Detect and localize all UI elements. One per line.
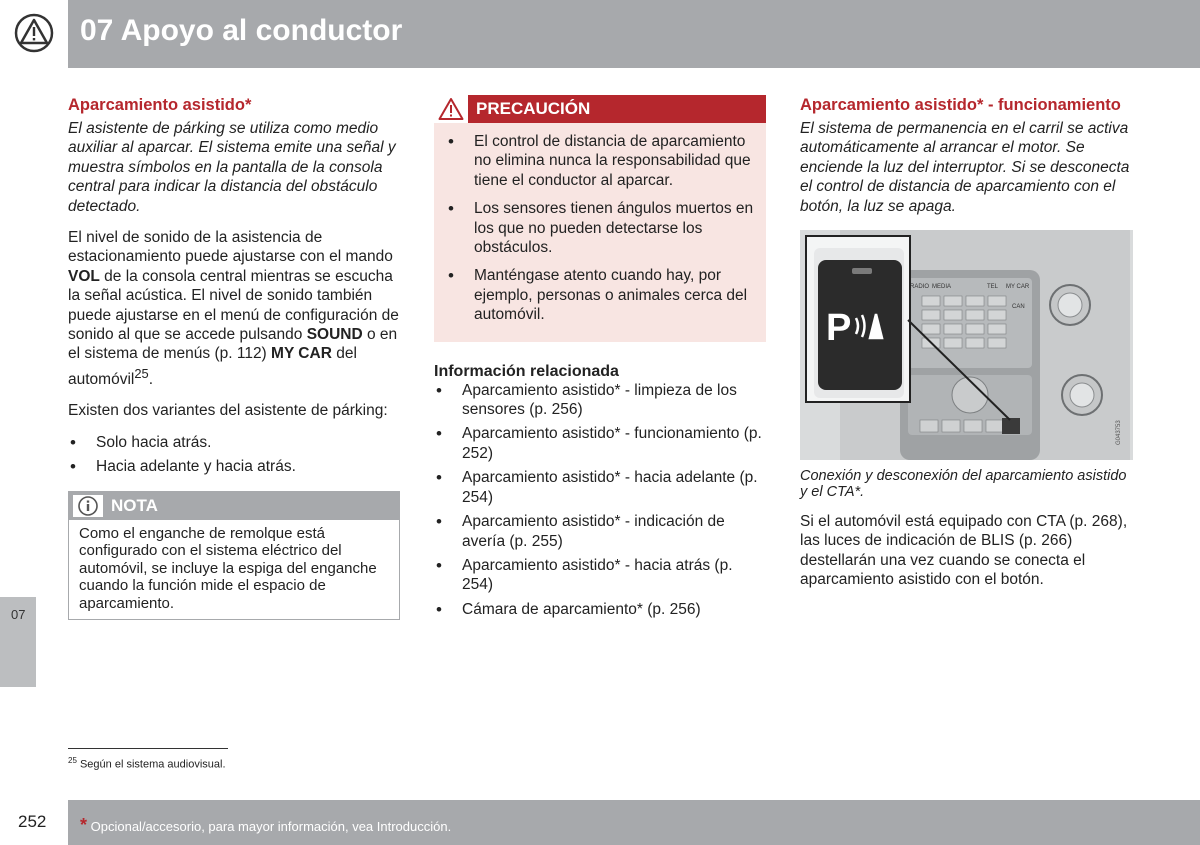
note-label: NOTA bbox=[111, 495, 158, 515]
section-title: Aparcamiento asistido* - funcionamiento bbox=[800, 96, 1121, 114]
figure-code: G043753 bbox=[1116, 420, 1122, 446]
list-item: • El control de distancia de aparcamiento no elimina nunca la responsabilidad que tiene el conductor al aparcar. bbox=[446, 132, 754, 190]
chapter-title: 07 Apoyo al conductor bbox=[80, 14, 403, 47]
list-item: • Los sensores tienen ángulos muertos en los que no pueden detectarse los obstáculos. bbox=[446, 199, 754, 257]
note-header bbox=[69, 492, 399, 520]
sound-button-label: SOUND bbox=[306, 326, 363, 344]
list-item: • Manténgase atento cuando hay, por ejemplo, personas o animales cerca del automóvil. bbox=[446, 266, 754, 324]
related-link[interactable]: • Aparcamiento asistido* - indicación de avería (p. 255) bbox=[434, 512, 766, 551]
section-intro: El asistente de párking se utiliza como medio auxiliar al aparcar. El sistema emite una señal y muestra símbolos en la pantalla de la consola central para indicar la distancia del obstáculo detectado. bbox=[68, 120, 396, 215]
related-info-list bbox=[434, 381, 766, 619]
panel-label: TEL bbox=[987, 284, 999, 291]
related-link[interactable]: • Aparcamiento asistido* - funcionamiento (p. 252) bbox=[434, 424, 766, 463]
footer-note-text: Opcional/accesorio, para mayor información, vea Introducción. bbox=[90, 819, 452, 834]
center-console-illustration bbox=[800, 230, 1133, 460]
variants-list bbox=[68, 433, 400, 477]
footnote-text: Según el sistema audiovisual. bbox=[79, 758, 226, 771]
side-tab-label: 07 bbox=[11, 607, 26, 622]
column-3 bbox=[800, 95, 1133, 602]
panel-label: MEDIA bbox=[932, 284, 952, 291]
list-item: • Hacia adelante y hacia atrás. bbox=[68, 457, 400, 476]
related-link[interactable]: • Cámara de aparcamiento* (p. 256) bbox=[434, 600, 766, 619]
figure-caption: Conexión y desconexión del aparcamiento asistido y el CTA*. bbox=[800, 468, 1127, 501]
note-text: Como el enganche de remolque está configurado con el sistema eléctrico del automóvil, se incluye la espiga del enganche cuando la función mide el espacio de aparcamiento. bbox=[79, 524, 377, 613]
info-icon bbox=[73, 495, 103, 517]
page-number: 252 bbox=[18, 812, 47, 831]
footnote bbox=[68, 756, 226, 771]
warning-triangle-icon bbox=[14, 12, 54, 54]
optional-star: * bbox=[80, 815, 88, 835]
paragraph-sound-level: El nivel de sonido de la asistencia de estacionamiento puede ajustarse con el mando VOL de la consola central mientras se escucha la señal acústica. El nivel de sonido también puede ajustarse en el menú de configuración de sonido al que se accede pulsando SOUND o en el sistema de menús (p. 112) MY CAR del automóvil$^{25}$. bbox=[68, 229, 399, 389]
section-intro: El sistema de permanencia en el carril se activa automáticamente al arrancar el motor. Se enciende la luz del interruptor. Si se desconecta el control de distancia de aparcamiento con el botón, la luz se apaga. bbox=[800, 120, 1130, 215]
vol-control-label: VOL bbox=[68, 267, 100, 285]
warning-box bbox=[434, 95, 766, 342]
section-title: Aparcamiento asistido* bbox=[68, 96, 252, 114]
list-item: • Solo hacia atrás. bbox=[68, 433, 400, 452]
footer-note bbox=[80, 815, 451, 836]
footnote-number: 25 bbox=[68, 756, 77, 765]
warning-icon-box bbox=[434, 95, 468, 123]
related-link[interactable]: • Aparcamiento asistido* - hacia adelante (p. 254) bbox=[434, 468, 766, 507]
panel-label: MY CAR bbox=[1006, 284, 1030, 291]
warning-header bbox=[434, 95, 766, 123]
header-icon-box bbox=[0, 0, 68, 68]
footnote-rule bbox=[68, 748, 228, 749]
warning-label: PRECAUCIÓN bbox=[476, 99, 591, 118]
related-link[interactable]: • Aparcamiento asistido* - hacia atrás (p. 254) bbox=[434, 556, 766, 595]
warning-list bbox=[434, 123, 766, 325]
chapter-side-tab bbox=[0, 597, 36, 687]
parking-button-symbol: P bbox=[826, 307, 852, 350]
related-info-title: Información relacionada bbox=[434, 362, 619, 380]
paragraph-cta: Si el automóvil está equipado con CTA (p. 268), las luces de indicación de BLIS (p. 266) destellarán una vez cuando se conecta el aparcamiento asistido con el botón. bbox=[800, 513, 1128, 589]
footnote-ref: 25 bbox=[134, 365, 149, 381]
paragraph-variants: Existen dos variantes del asistente de párking: bbox=[68, 402, 388, 420]
panel-label: RADIO bbox=[910, 284, 930, 291]
related-link[interactable]: • Aparcamiento asistido* - limpieza de los sensores (p. 256) bbox=[434, 381, 766, 420]
my-car-label: MY CAR bbox=[271, 345, 332, 363]
column-2 bbox=[434, 95, 766, 631]
note-box bbox=[68, 491, 400, 620]
figure-center-console bbox=[800, 230, 1133, 460]
warning-triangle-icon bbox=[438, 97, 464, 121]
panel-label: CAN bbox=[1012, 304, 1025, 311]
column-1 bbox=[68, 95, 400, 620]
